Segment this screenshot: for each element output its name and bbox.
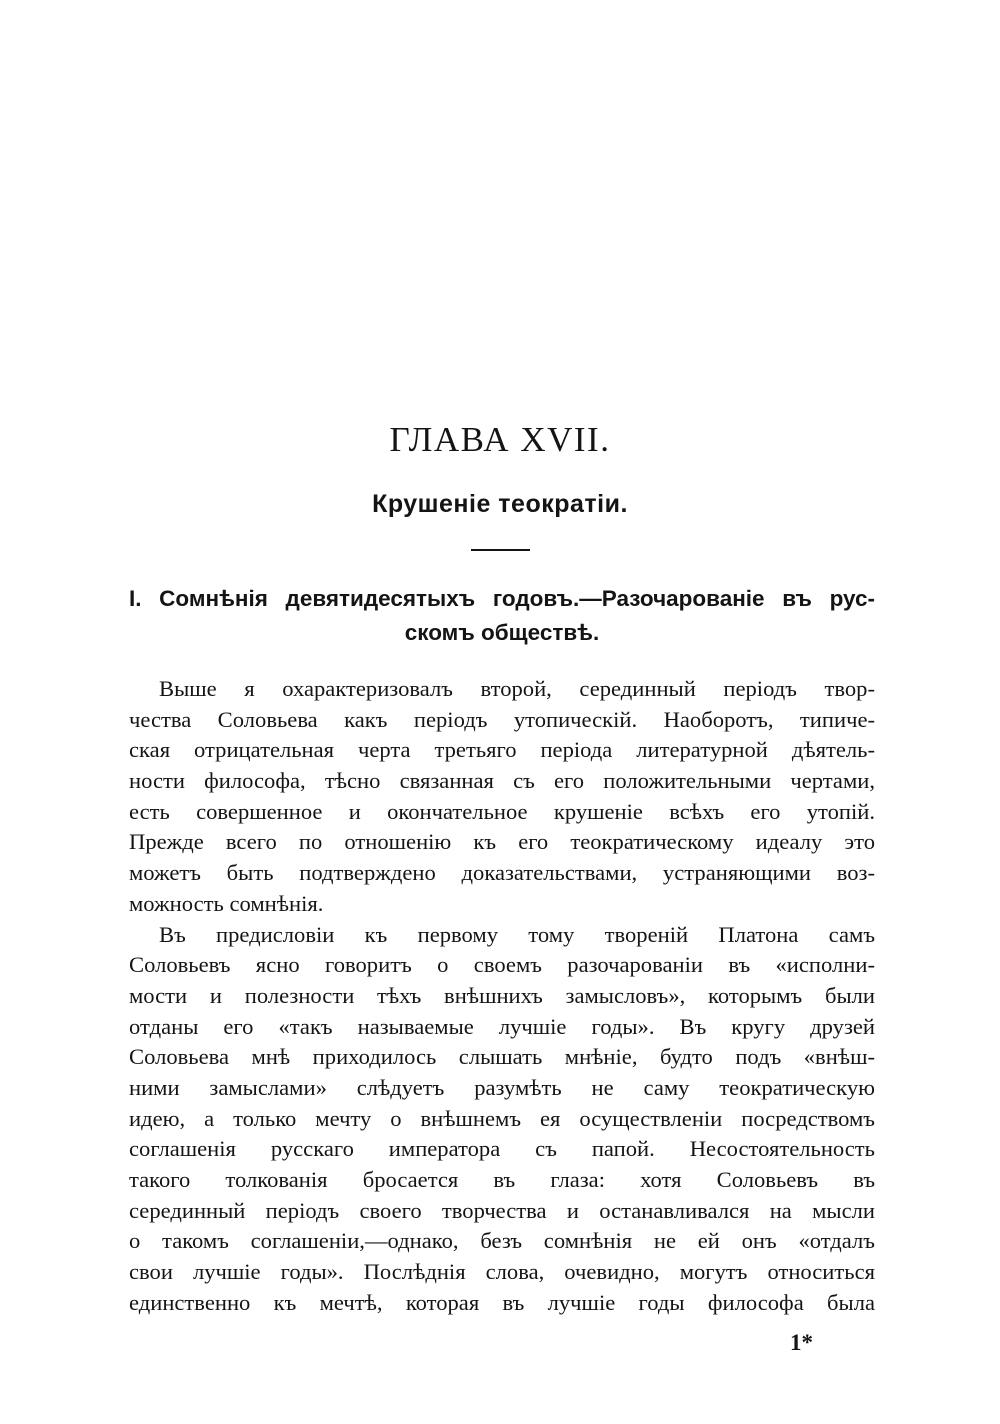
text-line: о такомъ соглашеніи,—однако, безъ сомнѣнія не ей онъ «отдалъ — [129, 1228, 875, 1254]
text-line: единственно къ мечтѣ, которая въ лучшіе годы философа была — [129, 1289, 875, 1315]
ornamental-rule — [471, 549, 530, 551]
text-line: свои лучшіе годы». Послѣднія слова, очевидно, могутъ относиться — [129, 1259, 875, 1285]
body-text — [129, 674, 875, 1318]
text-line: Прежде всего по отношенію къ его теократическому идеалу это — [129, 829, 875, 855]
text-line: ними замыслами» слѣдуетъ разумѣть не саму теократическую — [129, 1074, 875, 1100]
section-heading-line: I. Сомнѣнія девятидесятыхъ годовъ.—Разочарованіе въ рус- — [129, 586, 875, 611]
text-line: идею, а только мечту о внѣшнемъ ея осуществленіи посредствомъ — [129, 1105, 875, 1131]
text-line: есть совершенное и окончательное крушеніе всѣхъ его утопій. — [129, 798, 875, 824]
text-line: можетъ быть подтверждено доказательствами, устраняющими воз- — [129, 860, 875, 886]
chapter-title: ГЛАВА XVII. — [389, 420, 611, 459]
text-line: можность сомнѣнія. — [129, 890, 324, 916]
text-line: ская отрицательная черта третьяго періода литературной дѣятель- — [129, 737, 875, 763]
text-line: мости и полезности тѣхъ внѣшнихъ замысловъ», которымъ были — [129, 982, 875, 1008]
text-line: ности философа, тѣсно связанная съ его положительными чертами, — [129, 768, 875, 794]
text-line: серединный періодъ своего творчества и останавливался на мысли — [129, 1197, 875, 1223]
text-line: такого толкованія бросается въ глаза: хотя Соловьевъ въ — [129, 1167, 875, 1192]
text-line: отданы его «такъ называемые лучшіе годы». Въ кругу друзей — [129, 1013, 875, 1039]
chapter-subtitle: Крушеніе теократіи. — [372, 490, 628, 518]
text-line: Выше я охарактеризовалъ второй, серединный періодъ твор- — [159, 676, 875, 701]
text-line: чества Соловьева какъ періодъ утопическій. Наоборотъ, типиче- — [129, 706, 875, 732]
text-line: соглашенія русскаго императора съ папой. Несостоятельность — [129, 1136, 875, 1162]
text-line: Соловьевъ ясно говоритъ о своемъ разочарованіи въ «исполни- — [129, 952, 875, 978]
section-heading-line: скомъ обществѣ. — [404, 620, 600, 645]
text-line: Соловьева мнѣ приходилось слышать мнѣніе, будто подъ «внѣш- — [129, 1044, 875, 1070]
section-heading — [129, 582, 875, 650]
text-line: Въ предисловіи къ первому тому твореній Платона самъ — [159, 921, 875, 947]
page-folio: 1* — [790, 1330, 813, 1355]
